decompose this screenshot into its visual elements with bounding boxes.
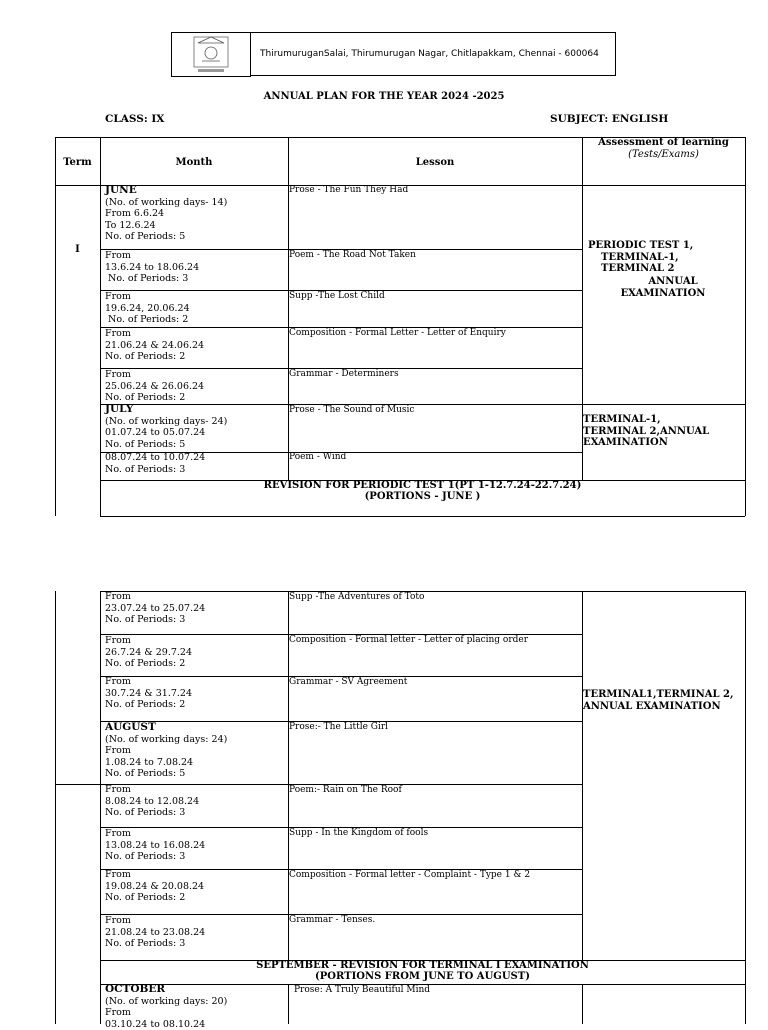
month-cell: AUGUST (No. of working days: 24) From 1.08.24 to 7.08.24 No. of Periods: 5 — [105, 721, 228, 779]
lesson-cell: Supp -The Lost Child — [289, 291, 385, 301]
subject-label: SUBJECT: ENGLISH — [550, 113, 669, 125]
assessment-cell: PERIODIC TEST 1, TERMINAL-1, TERMINAL 2 — [588, 240, 694, 274]
lesson-cell: Poem - The Road Not Taken — [289, 250, 416, 260]
header-term: Term — [63, 157, 92, 168]
lesson-cell: Composition - Formal letter - Complaint - Type 1 & 2 — [289, 870, 531, 880]
month-title: OCTOBER — [105, 983, 166, 995]
header-month: Month — [175, 157, 213, 168]
header-lesson: Lesson — [415, 157, 455, 168]
lesson-cell: Supp -The Adventures of Toto — [289, 592, 425, 602]
revision-row: REVISION FOR PERIODIC TEST 1(PT 1-12.7.24-22.7.24) (PORTIONS - JUNE ) — [263, 480, 582, 502]
lesson-cell: Prose - The Sound of Music — [289, 405, 415, 415]
lesson-cell: Composition - Formal Letter - Letter of Enquiry — [289, 328, 506, 338]
header-assessment-sub: (Tests/Exams) — [628, 149, 699, 160]
lesson-cell: Prose:- The Little Girl — [289, 722, 389, 732]
month-cell: From 8.08.24 to 12.08.24 No. of Periods: 3 — [105, 784, 200, 818]
revision-row: SEPTEMBER - REVISION FOR TERMINAL I EXAMINATION (PORTIONS FROM JUNE TO AUGUST) — [256, 960, 589, 982]
month-cell: From 21.06.24 & 24.06.24 No. of Periods: 2 — [105, 328, 205, 362]
class-label: CLASS: IX — [105, 113, 165, 125]
assessment-cell: TERMINAL1,TERMINAL 2, ANNUAL EXAMINATION — [583, 689, 734, 712]
school-logo — [171, 32, 251, 77]
month-cell: 08.07.24 to 10.07.24 No. of Periods: 3 — [105, 452, 206, 475]
header-assessment: Assessment of learning — [598, 137, 729, 148]
lesson-cell: Grammar - SV Agreement — [289, 677, 408, 687]
month-cell: OCTOBER (No. of working days: 20) From 03.10.24 to 08.10.24 — [105, 983, 228, 1030]
lesson-cell: Supp - In the Kingdom of fools — [289, 828, 429, 838]
lesson-cell: Poem:- Rain on The Roof — [289, 785, 402, 795]
month-cell: JULY (No. of working days- 24) 01.07.24 to 05.07.24 No. of Periods: 5 — [105, 403, 228, 450]
lesson-cell: Grammar - Tenses. — [289, 915, 376, 925]
lesson-cell: Composition - Formal letter - Letter of placing order — [289, 635, 529, 645]
month-title: JULY — [105, 403, 134, 415]
lesson-cell: Prose - The Fun They Had — [289, 185, 409, 195]
month-cell: From 19.08.24 & 20.08.24 No. of Periods: 2 — [105, 869, 205, 903]
assessment-cell: TERMINAL-1, TERMINAL 2,ANNUAL EXAMINATION — [583, 414, 710, 448]
month-cell: From 26.7.24 & 29.7.24 No. of Periods: 2 — [105, 635, 193, 669]
assessment-cell-extra: ANNUAL EXAMINATION — [620, 276, 706, 299]
month-cell: From 21.08.24 to 23.08.24 No. of Periods: 3 — [105, 915, 206, 949]
month-title: AUGUST — [105, 721, 156, 733]
month-cell: From 19.6.24, 20.06.24 No. of Periods: 2 — [105, 291, 190, 325]
school-address: ThirumuruganSalai, Thirumurugan Nagar, Chitlapakkam, Chennai - 600064 — [250, 32, 616, 76]
plan-title: ANNUAL PLAN FOR THE YEAR 2024 -2025 — [263, 91, 505, 102]
month-title: JUNE — [105, 184, 137, 196]
lesson-cell: Grammar - Determiners — [289, 369, 399, 379]
lesson-cell: Poem - Wind — [289, 452, 347, 462]
month-cell: From 13.08.24 to 16.08.24 No. of Periods: 3 — [105, 828, 206, 862]
lesson-cell: Prose: A Truly Beautiful Mind — [294, 985, 431, 995]
month-cell: From 25.06.24 & 26.06.24 No. of Periods: 2 — [105, 369, 205, 403]
month-cell: JUNE (No. of working days- 14) From 6.6.24 To 12.6.24 No. of Periods: 5 — [105, 184, 228, 242]
month-cell: From 30.7.24 & 31.7.24 No. of Periods: 2 — [105, 676, 193, 710]
school-crest-icon — [172, 33, 250, 76]
term-label: I — [75, 244, 80, 255]
month-cell: From 23.07.24 to 25.07.24 No. of Periods: 3 — [105, 591, 206, 625]
month-cell: From 13.6.24 to 18.06.24 No. of Periods: 3 — [105, 250, 200, 284]
